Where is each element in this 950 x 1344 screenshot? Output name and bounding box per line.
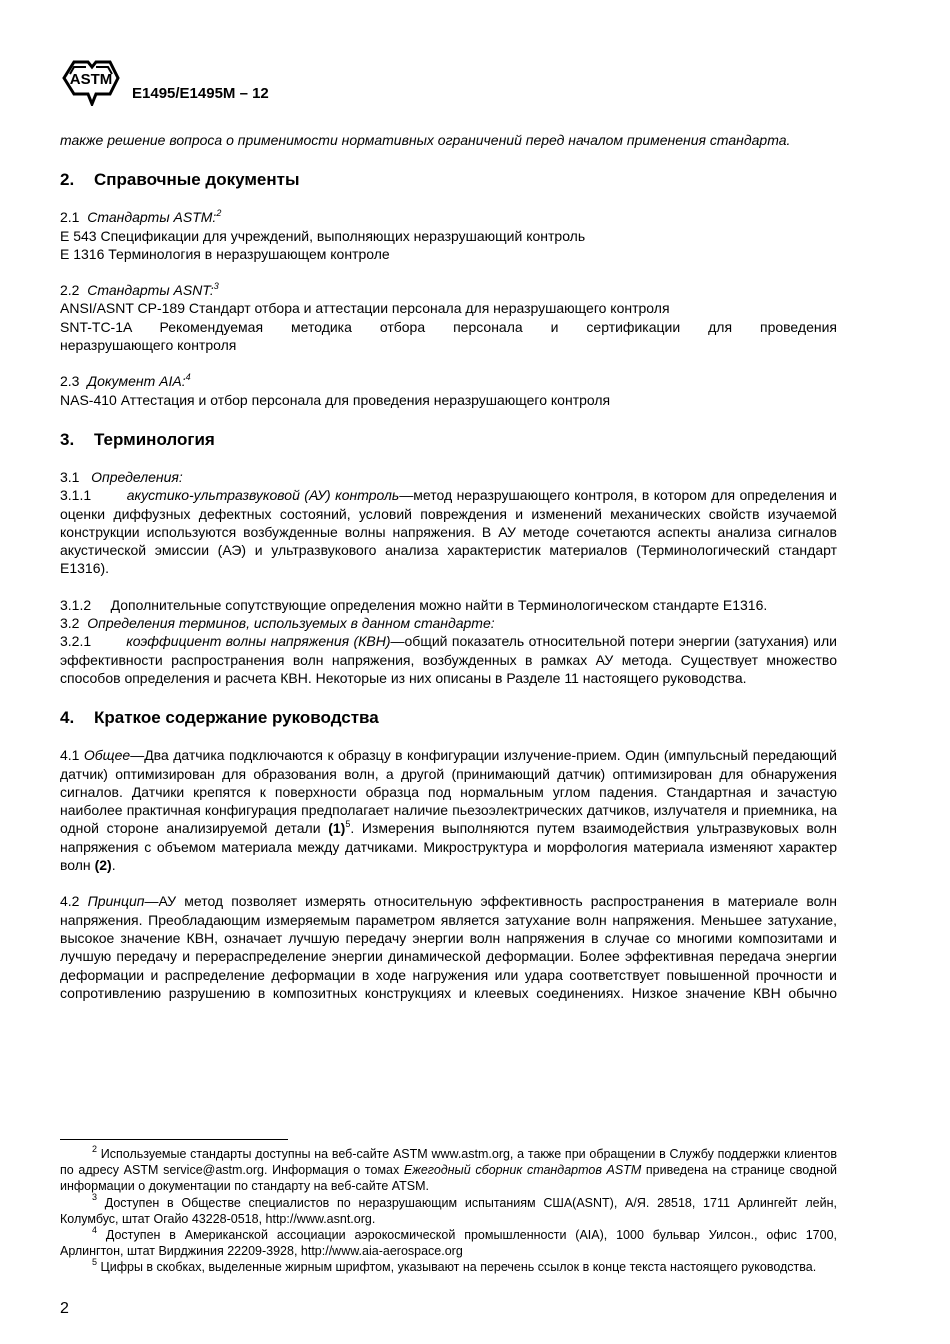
astm-logo (62, 58, 120, 106)
paragraph-4-2: 4.2 Принцип—АУ метод позволяет измерять относительную эффективность распространения в материале волн напряжения. Преобладающим измеряемым параметром является затухание волн напряжения. Меньшее затухание, высокое значение КВН, означает лучшую передачу энергии волн напряжения в случае со многими композитами и лучшую передачу и перераспределение энергии динамической деформации. Более эффективная передача энергии деформации и распределение деформации в ходе нагружения или удара соответствует повышенной прочности и сопротивлению разрушению в композитных конструкциях и клеевых соединениях. Низкое значение КВН обычно (60, 893, 838, 1001)
astm-logo-text: ASTM (69, 71, 113, 88)
footnote-2: $^2$ Используемые стандарты доступны на веб-сайте ASTM www.astm.org, а также при обращении в Службу поддержки клиентов по адресу ASTM service@astm.org. Информация о томах Ежегодный сборник стандартов ASTM приведена на странице сводной информации о документации по стандарту на веб-сайте ATSM. (60, 1143, 838, 1194)
footnote-separator (60, 1139, 288, 1140)
footnote-5: $^5$ Цифры в скобках, выделенные жирным шрифтом, указывают на перечень ссылок в конце текста настоящего руководства. (92, 1257, 817, 1275)
section-title: Справочные документы (94, 170, 300, 190)
subsection-2-2 (60, 281, 837, 354)
definition-paragraph: 3.1.2 Дополнительные сопутствующие определения можно найти в Терминологическом стандарте E1316. (60, 596, 768, 613)
section-title: Краткое содержание руководства (94, 708, 379, 728)
reference-item: ANSI/ASNT CP-189 Стандарт отбора и аттестации персонала для неразрушающего контроля (60, 300, 670, 317)
reference-item-cont: неразрушающего контроля (60, 337, 237, 354)
reference-item: SNT-TC-1A Рекомендуемая методика отбора персонала и сертификации для проведения (60, 318, 837, 335)
document-body (60, 131, 837, 1002)
footnote-3: $^3$ Доступен в Обществе специалистов по неразрушающим испытаниям США(ASNT), А/Я. 28518, 1711 Арлингейт лейн, Колумбус, штат Огайо 43228-0518, http://www.asnt.org. (60, 1192, 837, 1226)
subsection-2-3 (60, 372, 837, 409)
subsection-heading: 3.2 Определения терминов, используемых в данном стандарте: (60, 615, 495, 632)
section-number: 4. (60, 708, 75, 728)
section-number: 2. (60, 170, 75, 190)
section-number: 3. (60, 429, 75, 449)
intro-continuation: также решение вопроса о применимости нормативных ограничений перед началом применения стандарта. (60, 132, 791, 148)
subsection-heading: 2.1 Стандарты ASTM:$^2$ (60, 207, 222, 226)
footnote-4: $^4$ Доступен в Американской ассоциации аэрокосмической промышленности (AIA), 1000 бульвар Уилсон., офис 1700, Арлингтон, штат Вирджиния 22209-3928, http://www.aia-aerospace.org (60, 1224, 837, 1259)
page-number: 2 (60, 1300, 69, 1317)
reference-item: NAS-410 Аттестация и отбор персонала для проведения неразрушающего контроля (60, 391, 611, 408)
subsection-2-1 (60, 208, 837, 263)
section-3-heading (60, 429, 837, 451)
subsection-heading: 2.3 Документ AIA:$^4$ (60, 371, 191, 390)
reference-item: E 543 Спецификации для учреждений, выполняющих неразрушающий контроль (60, 227, 586, 244)
subsection-3-1-2 (60, 596, 837, 687)
footnotes (60, 1143, 838, 1276)
subsection-heading: 2.2 Стандарты ASNT:$^3$ (60, 280, 219, 299)
section-2-heading (60, 169, 837, 191)
subsection-3-1 (60, 468, 837, 578)
reference-item: E 1316 Терминология в неразрушающем контроле (60, 245, 390, 262)
paragraph-4-1: 4.1 Общее—Два датчика подключаются к образцу в конфигурации излучение-прием. Один (импульсный передающий датчик) оптимизирован для образования волн, а другой (принимающий датчик) оптимизирован для обнаружения сигналов. Датчики крепятся к поверхности образца под нормальным углом падения. Стандартная и зачастую наиболее практичная конфигурация предполагает наличие пьезоэлектрических датчиков, излучателя и приемника, на одной стороне анализируемой детали $(1)^5$. Измерения выполняются путем взаимодействия ультразвуковых волн напряжения с объемом материала между датчиками. Микроструктура и морфология материала изменяют характер волн (2). (60, 747, 838, 874)
section-title: Терминология (94, 429, 215, 449)
subsection-heading: 3.1 Определения: (60, 468, 183, 485)
standard-designation: E1495/E1495M – 12 (132, 85, 269, 102)
definition-paragraph: 3.2.1 коэффициент волны напряжения (КВН)—общий показатель относительной потери энергии (затухания) или эффективности распространения волн напряжения, возбужденных в рамках АУ метода. Существует множество способов определения и расчета КВН. Некоторые из них описаны в Разделе 11 настоящего руководства. (60, 633, 837, 686)
definition-paragraph: 3.1.1 акустико-ультразвуковой (АУ) контроль—метод неразрушающего контроля, в котором для определения и оценки диффузных дефектных состояний, условий повреждения и изменений механических свойств изучаемой конструкции используются возбужденные волны напряжения. В АУ методе сочетаются аспекты анализа сигналов акустической эмиссии (АЭ) и ультразвукового анализа характеристик материалов (Терминологический стандарт E1316). (60, 487, 838, 577)
section-4-heading (60, 707, 837, 729)
